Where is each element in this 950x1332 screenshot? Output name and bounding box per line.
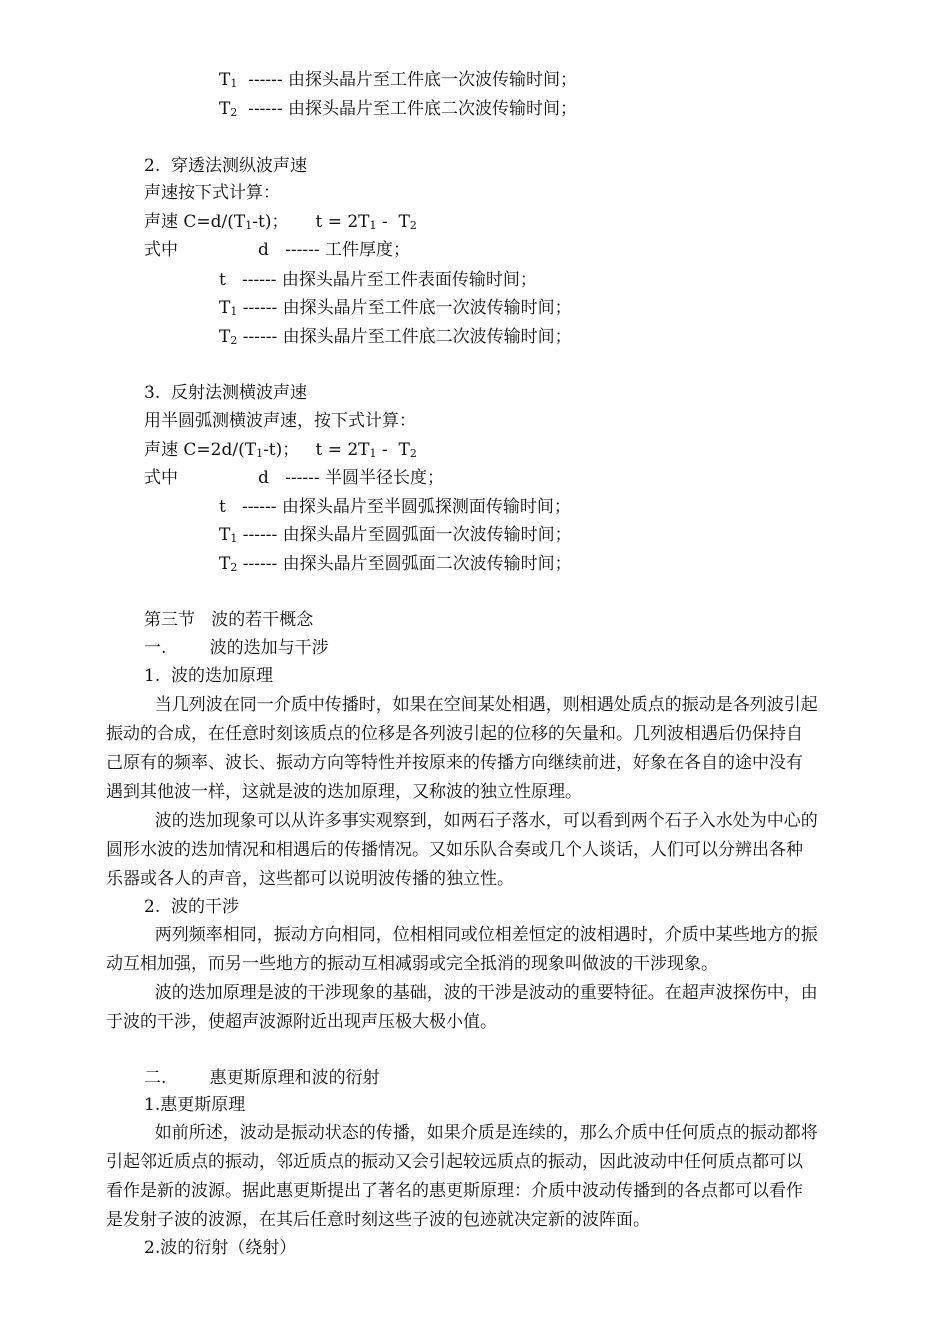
subsection-1-1-heading: 1. 波的迭加原理 bbox=[144, 666, 274, 686]
paragraph-interference-line: 动互相加强，而另一些地方的振动互相减弱或完全抵消的现象叫做波的干涉现象。 bbox=[106, 954, 718, 974]
subsection-2-2-heading: 2.波的衍射（绕射） bbox=[144, 1238, 297, 1258]
t1-definition-line: $T_1$ ------ 由探头晶片至工件底一次波传输时间； bbox=[219, 70, 578, 90]
paragraph-feature-line: 于波的干涉，使超声波源附近出现声压极大极小值。 bbox=[106, 1012, 497, 1032]
section-3-formula: 声速 $C=2d/(T_1-t)$； $t = 2T_1 - T_2$ bbox=[144, 440, 417, 460]
section-2-intro: 声速按下式计算： bbox=[144, 183, 280, 203]
paragraph-feature-line: 波的迭加原理是波的干涉现象的基础，波的干涉是波动的重要特征。在超声波探伤中，由 bbox=[144, 983, 818, 1003]
paragraph-huygens-line: 如前所述，波动是振动状态的传播，如果介质是连续的，那么介质中任何质点的振动都将 bbox=[144, 1123, 818, 1143]
paragraph-observation-line: 乐器或各人的声音，这些都可以说明波传播的独立性。 bbox=[106, 869, 514, 889]
section-3-where-label: 式中 bbox=[144, 468, 178, 488]
section-2-t2-definition: $T_2$ ------ 由探头晶片至工件底二次波传输时间； bbox=[219, 327, 572, 347]
paragraph-observation-line: 圆形水波的迭加情况和相遇后的传播情况。又如乐队合奏或几个人谈话，人们可以分辨出各种 bbox=[106, 840, 803, 860]
section-2-t1-definition: $T_1$ ------ 由探头晶片至工件底一次波传输时间； bbox=[219, 298, 572, 318]
section-3-intro: 用半圆弧测横波声速，按下式计算： bbox=[144, 411, 416, 431]
subsection-2-heading: 二. 惠更斯原理和波的衍射 bbox=[144, 1068, 380, 1088]
t2-definition-line: $T_2$ ------ 由探头晶片至工件底二次波传输时间； bbox=[219, 99, 578, 119]
section-2-formula: 声速 $C=d/(T_1-t)$； $t = 2T_1 - T_2$ bbox=[144, 212, 417, 232]
paragraph-huygens-line: 是发射子波的波源，在其后任意时刻这些子波的包迹就决定新的波阵面。 bbox=[106, 1210, 650, 1230]
section-3-heading: 3. 反射法测横波声速 bbox=[144, 383, 308, 403]
paragraph-superposition-line: 当几列波在同一介质中传播时，如果在空间某处相遇，则相遇处质点的振动是各列波引起 bbox=[144, 695, 818, 715]
section-2-d-definition: d ------ 工件厚度； bbox=[258, 240, 410, 260]
section-3-t2-definition: $T_2$ ------ 由探头晶片至圆弧面二次波传输时间； bbox=[219, 554, 572, 574]
paragraph-superposition-line: 遇到其他波一样，这就是波的迭加原理，又称波的独立性原理。 bbox=[106, 782, 582, 802]
paragraph-superposition-line: 己原有的频率、波长、振动方向等特性并按原来的传播方向继续前进，好象在各自的途中没有 bbox=[106, 753, 803, 773]
section-2-t-definition: t ------ 由探头晶片至工件表面传输时间； bbox=[219, 270, 537, 290]
paragraph-observation-line: 波的迭加现象可以从许多事实观察到，如两石子落水，可以看到两个石子入水处为中心的 bbox=[144, 811, 818, 831]
section-2-where-label: 式中 bbox=[144, 240, 178, 260]
section-3-t1-definition: $T_1$ ------ 由探头晶片至圆弧面一次波传输时间； bbox=[219, 525, 572, 545]
subsection-1-2-heading: 2. 波的干涉 bbox=[144, 897, 240, 917]
chapter-section-heading: 第三节 波的若干概念 bbox=[144, 610, 314, 630]
section-3-t-definition: t ------ 由探头晶片至半圆弧探测面传输时间； bbox=[219, 497, 571, 517]
paragraph-interference-line: 两列频率相同，振动方向相同，位相相同或位相差恒定的波相遇时，介质中某些地方的振 bbox=[144, 925, 818, 945]
paragraph-superposition-line: 振动的合成，在任意时刻该质点的位移是各列波引起的位移的矢量和。几列波相遇后仍保持自 bbox=[106, 724, 803, 744]
paragraph-huygens-line: 看作是新的波源。据此惠更斯提出了著名的惠更斯原理：介质中波动传播到的各点都可以看作 bbox=[106, 1181, 803, 1201]
subsection-2-1-heading: 1.惠更斯原理 bbox=[144, 1095, 246, 1115]
section-2-heading: 2. 穿透法测纵波声速 bbox=[144, 156, 308, 176]
paragraph-huygens-line: 引起邻近质点的振动，邻近质点的振动又会引起较远质点的振动，因此波动中任何质点都可以 bbox=[106, 1152, 803, 1172]
section-3-d-definition: d ------ 半圆半径长度； bbox=[258, 468, 444, 488]
subsection-1-heading: 一. 波的迭加与干涉 bbox=[144, 638, 329, 658]
